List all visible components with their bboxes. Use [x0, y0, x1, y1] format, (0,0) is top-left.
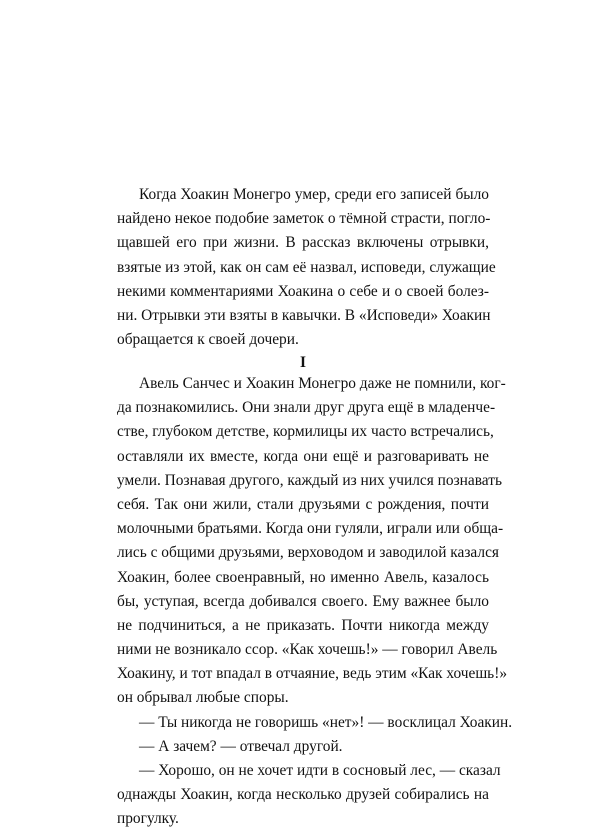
text-line: умели. Познавая другого, каждый из них учился познавать	[117, 471, 502, 489]
text-line: щавшей его при жизни. В рассказ включены отрывки,	[117, 234, 489, 252]
text-line: некими комментариями Хоакина о себе и о своей болез-	[117, 282, 489, 300]
text-line: да познакомились. Они знали друг друга ещё в младенче-	[117, 399, 496, 417]
text-line: себя. Так они жили, стали друзьями с рождения, почти	[117, 495, 489, 513]
text-line: прогулку.	[117, 810, 179, 828]
text-line: ни. Отрывки эти взяты в кавычки. В «Исповеди» Хоакин	[117, 306, 491, 324]
text-line: обращается к своей дочери.	[117, 331, 299, 349]
text-line: взятые из этой, как он сам её назвал, исповеди, служащие	[117, 258, 496, 276]
text-line: лись с общими друзьями, верховодом и заводилой казался	[117, 544, 499, 562]
text-line: Хоакин, более своенравный, но именно Авель, казалось	[117, 568, 489, 586]
text-line: молочными братьями. Когда они гуляли, играли или обща-	[117, 520, 504, 538]
text-line: однажды Хоакин, когда несколько друзей собирались на	[117, 786, 489, 804]
dialogue-line: — Ты никогда не говоришь «нет»! — восклицал Хоакин.	[139, 713, 513, 731]
text-line: оставляли их вместе, когда они ещё и разговаривать не	[117, 447, 489, 465]
text-line: Авель Санчес и Хоакин Монегро даже не помнили, ког-	[139, 375, 506, 392]
dialogue-line: — А зачем? — отвечал другой.	[139, 737, 343, 755]
text-line: не подчиниться, а не приказать. Почти никогда между	[117, 616, 489, 634]
text-line: стве, глубоком детстве, кормилицы их часто встречались,	[117, 423, 494, 441]
text-line: он обрывал любые споры.	[117, 689, 289, 707]
text-line: найдено некое подобие заметок о тёмной страсти, погло-	[117, 210, 491, 228]
text-line: ними не возникало ссор. «Как хочешь!» — говорил Авель	[117, 641, 498, 659]
dialogue-line: — Хорошо, он не хочет идти в сосновый лес, — сказал	[139, 762, 501, 779]
text-line: Хоакину, и тот впадал в отчаяние, ведь этим «Как хочешь!»	[117, 665, 508, 683]
chapter-body	[117, 372, 513, 832]
text-line: бы, уступая, всегда добивался своего. Ему важнее было	[117, 592, 489, 610]
chapter-number: I	[300, 354, 306, 371]
text-line: Когда Хоакин Монегро умер, среди его записей было	[139, 186, 489, 203]
intro-paragraph	[117, 183, 496, 352]
